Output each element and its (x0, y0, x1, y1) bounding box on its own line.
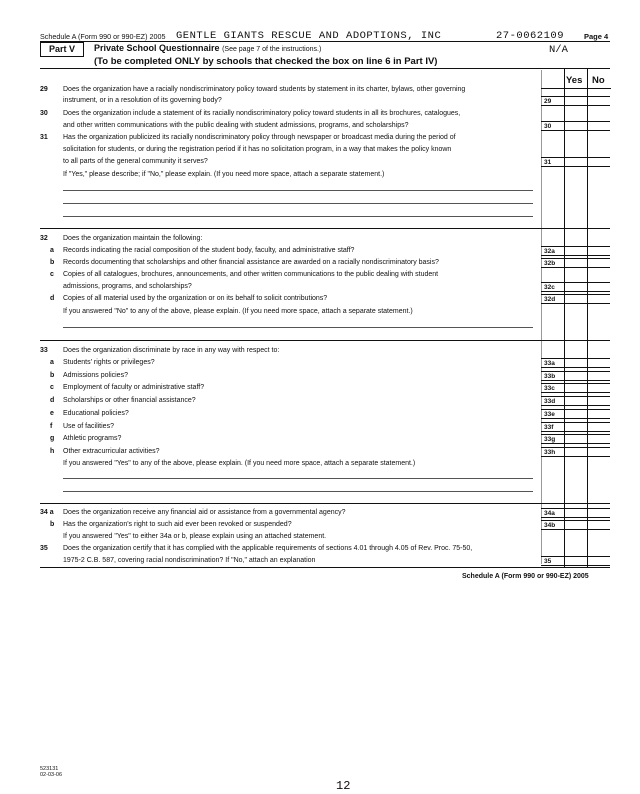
no-checkbox[interactable] (587, 282, 610, 292)
explanation-line[interactable] (63, 478, 533, 479)
answer-box-label: 32c (541, 282, 564, 292)
explanation-line[interactable] (63, 190, 533, 191)
sub-letter: c (50, 271, 54, 278)
yes-checkbox[interactable] (564, 258, 587, 268)
yes-checkbox[interactable] (564, 282, 587, 292)
question-text: Has the organization's right to such aid ever been revoked or suspended? (63, 521, 292, 528)
question-text: Use of facilities? (63, 423, 114, 430)
section-divider (40, 340, 610, 341)
no-checkbox[interactable] (587, 556, 610, 566)
answer-box-label: 33g (541, 434, 564, 444)
question-text: Does the organization receive any financial aid or assistance from a governmental agency? (63, 509, 346, 516)
answer-box-label: 33d (541, 396, 564, 406)
page-label: Page 4 (584, 32, 609, 41)
sub-letter: g (50, 435, 55, 442)
top-divider (40, 41, 610, 42)
no-checkbox[interactable] (587, 246, 610, 256)
no-checkbox[interactable] (587, 371, 610, 381)
answer-box-label: 35 (541, 556, 564, 566)
yes-checkbox[interactable] (564, 520, 587, 530)
part-label: Part V (40, 42, 84, 57)
no-checkbox[interactable] (587, 121, 610, 131)
question-number: 35 (40, 545, 48, 552)
question-text: admissions, programs, and scholarships? (63, 283, 192, 290)
yes-checkbox[interactable] (564, 447, 587, 457)
question-text: Employment of faculty or administrative staff? (63, 384, 205, 391)
explanation-line[interactable] (63, 327, 533, 328)
answer-box-label: 31 (541, 157, 564, 167)
explanation-instruction: If you answered "Yes" to any of the above, please explain. (If you need more space, attach a separate statement.) (63, 460, 416, 467)
ein: 27-0062109 (496, 30, 565, 42)
question-text: and other written communications with the public dealing with student admissions, programs, and scholarships? (63, 122, 409, 129)
no-column-header: No (592, 75, 605, 86)
answer-box-label: 33e (541, 409, 564, 419)
no-checkbox[interactable] (587, 157, 610, 167)
sub-letter: f (50, 423, 53, 430)
answer-box-label: 33c (541, 383, 564, 393)
yes-checkbox[interactable] (564, 409, 587, 419)
question-text: Copies of all material used by the organization or on its behalf to solicit contributions? (63, 295, 328, 302)
explanation-line[interactable] (63, 216, 533, 217)
footer-schedule: Schedule A (Form 990 or 990-EZ) 2005 (462, 573, 589, 580)
question-text: Does the organization certify that it has complied with the applicable requirements of sections 4.01 through 4.05 of Rev. Proc. 75-50, (63, 545, 473, 552)
question-text: solicitation for students, or during the registration period if it has no solicitation program, in a way that makes the policy known (63, 146, 452, 153)
column-line (564, 68, 565, 568)
question-text: Does the organization discriminate by race in any way with respect to: (63, 347, 280, 354)
sub-letter: a (50, 247, 54, 254)
question-number: 29 (40, 86, 48, 93)
answer-box-label: 32b (541, 258, 564, 268)
question-number: 31 (40, 134, 48, 141)
yes-checkbox[interactable] (564, 434, 587, 444)
schedule-label: Schedule A (Form 990 or 990-EZ) 2005 (40, 32, 166, 41)
answer-box-label: 32d (541, 294, 564, 304)
form-code-line: 523131 (40, 766, 59, 772)
question-text: to all parts of the general community it serves? (63, 158, 208, 165)
part-title-text: Private School Questionnaire (94, 43, 220, 53)
header-rule (541, 88, 611, 89)
no-checkbox[interactable] (587, 520, 610, 530)
section-divider (40, 503, 610, 504)
column-line (541, 70, 542, 564)
answer-box-label: 33f (541, 422, 564, 432)
question-text: 1975-2 C.B. 587, covering racial nondiscrimination? If "No," attach an explanation (63, 557, 316, 564)
answer-box-label: 32a (541, 246, 564, 256)
answer-box-label: 29 (541, 96, 564, 106)
bottom-divider (40, 567, 610, 568)
sub-letter: d (50, 295, 55, 302)
page-number: 12 (336, 779, 351, 793)
no-checkbox[interactable] (587, 508, 610, 518)
no-checkbox[interactable] (587, 294, 610, 304)
explanation-line[interactable] (63, 491, 533, 492)
sub-letter: d (50, 397, 55, 404)
part-title-note: (See page 7 of the instructions.) (222, 46, 322, 53)
question-text: Records indicating the racial composition of the student body, faculty, and administrative staff? (63, 247, 355, 254)
section-divider (40, 228, 610, 229)
yes-checkbox[interactable] (564, 121, 587, 131)
explanation-line[interactable] (63, 203, 533, 204)
question-text: Scholarships or other financial assistance? (63, 397, 196, 404)
explanation-instruction: If you answered "Yes" to either 34a or b, please explain using an attached statement. (63, 533, 327, 540)
column-line (587, 68, 588, 568)
yes-checkbox[interactable] (564, 422, 587, 432)
explanation-instruction: If "Yes," please describe; if "No," please explain. (If you need more space, attach a separate statement.) (63, 171, 385, 178)
question-number: 33 (40, 347, 48, 354)
question-text: Educational policies? (63, 410, 129, 417)
question-text: Does the organization include a statement of its racially nondiscriminatory policy toward students in all its brochures, catalogues, (63, 110, 461, 117)
sub-letter: b (50, 259, 55, 266)
part-title (94, 43, 321, 53)
sub-letter: b (50, 372, 55, 379)
answer-box-label: 33b (541, 371, 564, 381)
yes-checkbox[interactable] (564, 246, 587, 256)
yes-checkbox[interactable] (564, 556, 587, 566)
sub-letter: c (50, 384, 54, 391)
question-text: Other extracurricular activities? (63, 448, 160, 455)
question-text: Does the organization maintain the following: (63, 235, 203, 242)
no-checkbox[interactable] (587, 258, 610, 268)
explanation-instruction: If you answered "No" to any of the above, please explain. (If you need more space, attach a separate statement.) (63, 308, 413, 315)
section-divider (40, 68, 610, 69)
not-applicable: N/A (549, 44, 568, 56)
no-checkbox[interactable] (587, 409, 610, 419)
yes-checkbox[interactable] (564, 396, 587, 406)
sub-letter: a (50, 359, 54, 366)
yes-checkbox[interactable] (564, 371, 587, 381)
answer-box-label: 33h (541, 447, 564, 457)
question-text: Admissions policies? (63, 372, 128, 379)
form-code-line: 02-03-06 (40, 772, 63, 778)
question-number: 32 (40, 235, 48, 242)
question-number: 34 a (40, 509, 54, 516)
yes-checkbox[interactable] (564, 358, 587, 368)
form-code (40, 766, 62, 778)
sub-letter: b (50, 521, 55, 528)
question-text: Records documenting that scholarships and other financial assistance are awarded on a racially nondiscriminatory basis? (63, 259, 439, 266)
no-checkbox[interactable] (587, 96, 610, 106)
question-text: Students' rights or privileges? (63, 359, 155, 366)
yes-checkbox[interactable] (564, 294, 587, 304)
question-text: instrument, or in a resolution of its governing body? (63, 97, 222, 104)
question-text: Does the organization have a racially nondiscriminatory policy toward students by statement in its charter, bylaws, other governing (63, 86, 466, 93)
answer-box-label: 33a (541, 358, 564, 368)
organization-name: GENTLE GIANTS RESCUE AND ADOPTIONS, INC (176, 30, 442, 42)
question-text: Has the organization publicized its racially nondiscriminatory policy through newspaper or broadcast media during the period of (63, 134, 456, 141)
question-text: Athletic programs? (63, 435, 122, 442)
no-checkbox[interactable] (587, 447, 610, 457)
question-text: Copies of all catalogues, brochures, announcements, and other written communications to the public dealing with student (63, 271, 439, 278)
no-checkbox[interactable] (587, 422, 610, 432)
no-checkbox[interactable] (587, 434, 610, 444)
part-subtitle: (To be completed ONLY by schools that checked the box on line 6 in Part IV) (94, 56, 438, 67)
answer-box-label: 30 (541, 121, 564, 131)
yes-checkbox[interactable] (564, 96, 587, 106)
answer-box-label: 34a (541, 508, 564, 518)
yes-column-header: Yes (566, 75, 583, 86)
no-checkbox[interactable] (587, 383, 610, 393)
question-number: 30 (40, 110, 48, 117)
no-checkbox[interactable] (587, 396, 610, 406)
yes-checkbox[interactable] (564, 383, 587, 393)
yes-checkbox[interactable] (564, 157, 587, 167)
yes-checkbox[interactable] (564, 508, 587, 518)
no-checkbox[interactable] (587, 358, 610, 368)
answer-box-label: 34b (541, 520, 564, 530)
sub-letter: h (50, 448, 55, 455)
sub-letter: e (50, 410, 54, 417)
